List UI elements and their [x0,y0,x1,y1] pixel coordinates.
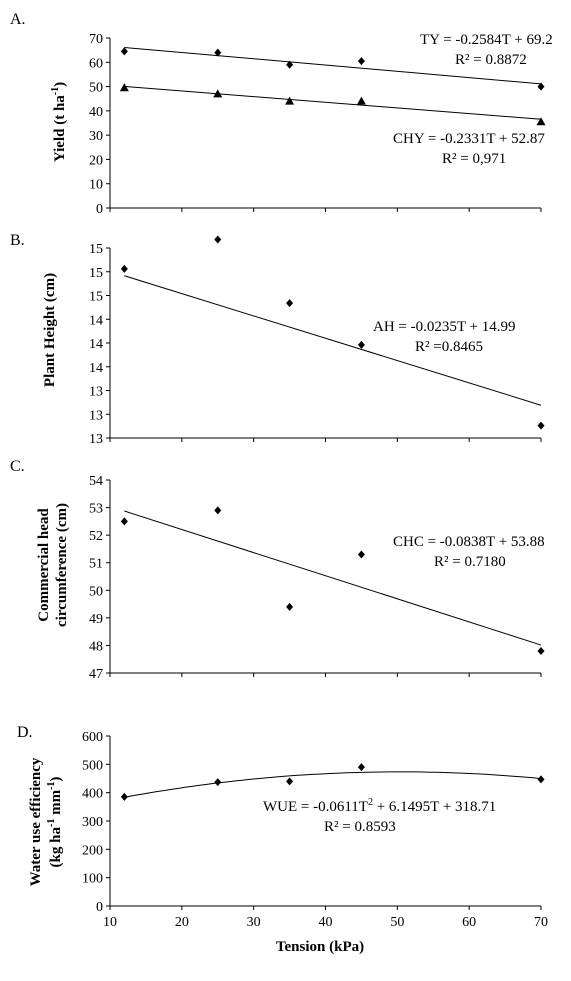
panel-a [10,11,553,217]
x-tick-label: 30 [246,915,261,930]
y-tick-label: 50 [89,584,103,600]
y-tick-label: 52 [89,529,103,545]
y-tick-label: 47 [89,667,103,682]
panel-a-ty-equation: TY = -0.2584T + 69.2 [420,32,553,48]
panel-d [17,724,548,955]
y-tick-label: 100 [82,871,103,887]
panel-b-ah-r2: R² =0.8465 [415,339,483,355]
y-tick-label: 20 [89,153,103,169]
y-tick-label: 300 [82,815,103,830]
x-tick-label: 60 [462,915,477,930]
x-tick-label: 40 [318,915,333,930]
panel-d-wue-r2: R² = 0.8593 [324,819,396,835]
data-point-diamond [358,550,365,558]
y-tick-label: 70 [89,32,103,47]
y-tick-label: 10 [89,177,103,193]
panel-c-y-axis-title-line1: Commercial head [36,508,52,622]
data-point-diamond [358,57,365,65]
data-point-diamond [358,763,365,771]
data-point-diamond [214,506,221,514]
y-tick-label: 15 [89,265,103,281]
x-tick-label: 50 [390,915,405,930]
y-tick-label: 13 [89,408,103,424]
panel-a-chy-r2: R² = 0,971 [442,151,507,167]
y-tick-label: 0 [96,202,103,217]
panel-c-chc-r2: R² = 0.7180 [434,554,506,570]
panel-b-ah-equation: AH = -0.0235T + 14.99 [373,319,516,335]
data-point-diamond [286,299,293,307]
y-tick-label: 40 [89,104,103,120]
panel-b-y-axis-title: Plant Height (cm) [42,272,58,388]
panel-a-ty-r2: R² = 0.8872 [455,52,527,68]
y-tick-label: 49 [89,611,103,627]
panel-b-label: B. [10,232,25,249]
y-tick-label: 60 [89,56,103,72]
y-tick-label: 13 [89,432,103,447]
y-tick-label: 200 [82,843,103,859]
panel-c-chc-equation: CHC = -0.0838T + 53.88 [393,534,545,550]
x-tick-label: 10 [103,915,117,930]
y-tick-label: 48 [89,639,103,655]
y-tick-label: 500 [82,758,103,774]
y-tick-label: 15 [89,289,103,305]
y-tick-label: 400 [82,786,103,802]
y-tick-label: 54 [89,474,103,489]
y-tick-label: 14 [89,360,103,376]
y-tick-label: 51 [89,556,103,572]
data-point-diamond [121,265,128,273]
panel-d-label: D. [17,724,33,741]
x-tick-label: 20 [174,915,189,930]
trend-line [124,511,541,645]
y-tick-label: 600 [82,730,103,745]
data-point-diamond [121,47,128,55]
data-point-triangle [120,83,129,91]
panel-a-y-axis-title: Yield (t $ha^{-1}$) [50,81,68,163]
panel-c [10,458,545,682]
data-point-diamond [358,341,365,349]
x-tick-label: 70 [534,915,548,930]
panel-c-label: C. [10,458,25,475]
data-point-diamond [538,775,545,783]
panel-b [10,232,545,447]
y-tick-label: 14 [89,337,103,352]
data-point-diamond [121,793,128,801]
y-tick-label: 15 [89,242,103,257]
data-point-triangle [357,97,366,105]
data-point-diamond [538,422,545,430]
y-tick-label: 50 [89,80,103,96]
data-point-triangle [285,97,294,105]
panel-c-y-axis-title-line2: circumference (cm) [54,503,70,627]
panel-d-y-axis-title-line2: (kg $ha^{-1}$ $mm^{-1}$) [46,776,64,868]
panel-d-x-axis-title: Tension (kPa) [275,939,365,955]
y-tick-label: 53 [89,501,103,517]
y-tick-label: 0 [96,900,103,915]
data-point-diamond [286,603,293,611]
panel-a-chy-equation: CHY = -0.2331T + 52.87 [393,131,545,147]
panel-d-wue-equation: WUE = $-0.0611T^2 + 6.1495T + 318.71$ [263,797,497,815]
y-tick-label: 30 [89,129,103,145]
data-point-diamond [121,517,128,525]
data-point-diamond [214,235,221,243]
trend-line [124,86,541,119]
y-tick-label: 13 [89,384,103,400]
panel-a-label: A. [10,11,26,28]
trend-curve [124,772,541,797]
data-point-diamond [538,647,545,655]
data-point-diamond [286,777,293,785]
data-point-diamond [214,778,221,786]
panel-d-y-axis-title-line1: Water use efficiency [28,757,44,887]
y-tick-label: 14 [89,313,103,329]
